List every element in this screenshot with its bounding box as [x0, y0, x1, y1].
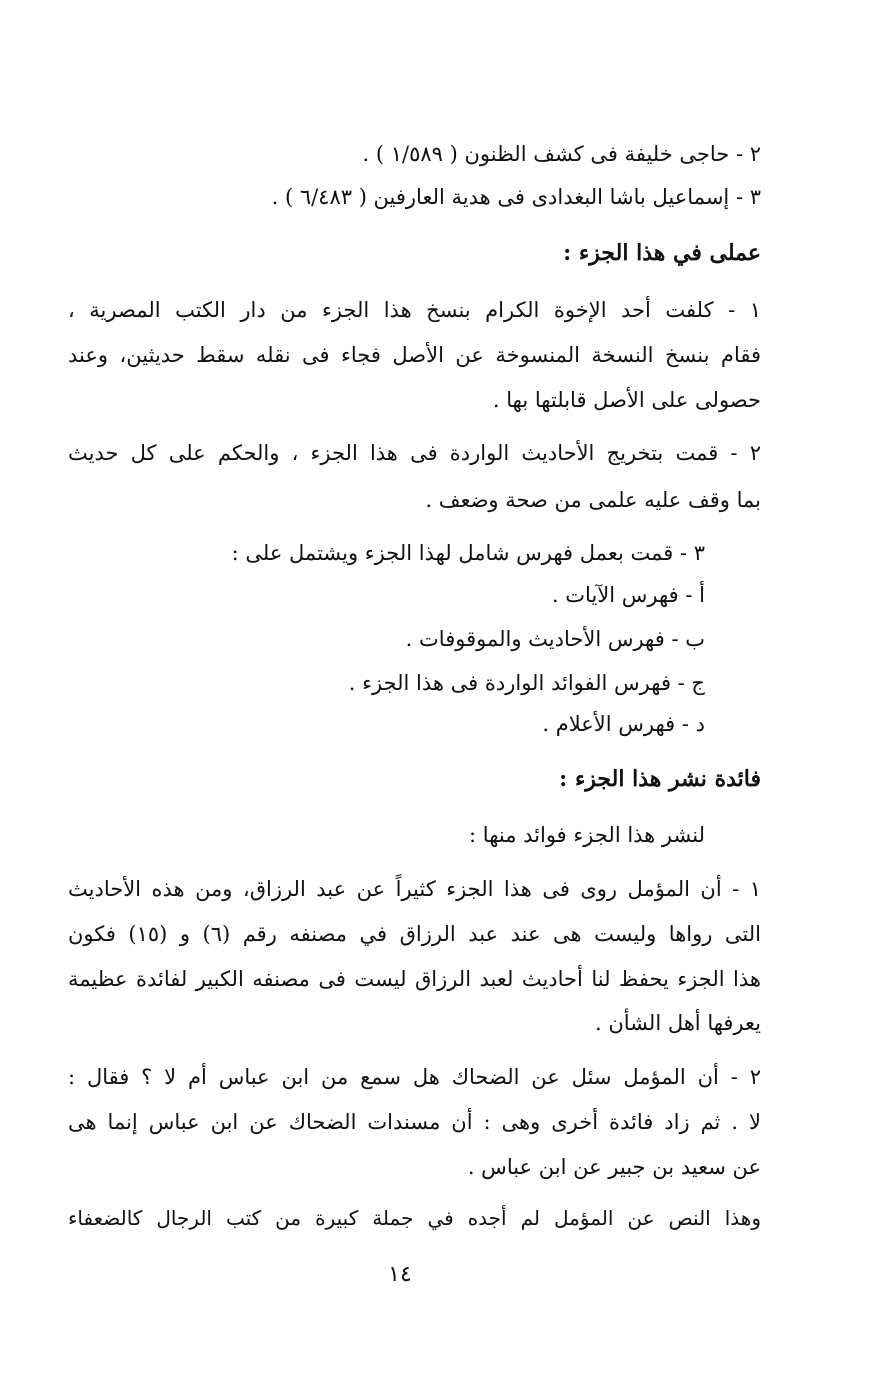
paragraph-line: ٣ - قمت بعمل فهرس شامل لهذا الجزء ويشتمل على :: [231, 541, 705, 565]
paragraph-line: التى رواها وليست هى عند عبد الرزاق في مصنفه رقم (٦) و (١٥) فكون: [68, 922, 761, 946]
paragraph-line: لا . ثم زاد فائدة أخرى وهى : أن مسندات الضحاك عن ابن عباس إنما هى: [68, 1110, 761, 1134]
reference-line: ٣ - إسماعيل باشا البغدادى فى هدية العارفين ( ٦/٤٨٣ ) .: [271, 185, 761, 209]
paragraph-line: عن سعيد بن جبير عن ابن عباس .: [467, 1155, 761, 1179]
section-heading-work: عملى في هذا الجزء :: [563, 240, 761, 266]
paragraph-line: لنشر هذا الجزء فوائد منها :: [469, 823, 705, 847]
paragraph-line: وهذا النص عن المؤمل لم أجده في جملة كبيرة من كتب الرجال كالضعفاء: [68, 1206, 761, 1230]
paragraph-line: ٢ - أن المؤمل سئل عن الضحاك هل سمع من ابن عباس أم لا ؟ فقال :: [68, 1065, 761, 1089]
paragraph-line: ١ - أن المؤمل روى فى هذا الجزء كثيراً عن عبد الرزاق، ومن هذه الأحاديث: [68, 877, 761, 901]
paragraph-line: ٢ - قمت بتخريج الأحاديث الواردة فى هذا الجزء ، والحكم على كل حديث: [68, 441, 761, 465]
section-heading-benefit: فائدة نشر هذا الجزء :: [559, 766, 761, 792]
paragraph-line: ١ - كلفت أحد الإخوة الكرام بنسخ هذا الجزء من دار الكتب المصرية ،: [68, 298, 761, 322]
paragraph-line: يعرفها أهل الشأن .: [595, 1011, 761, 1035]
paragraph-line: بما وقف عليه علمى من صحة وضعف .: [425, 488, 761, 512]
reference-line: ٢ - حاجى خليفة فى كشف الظنون ( ١/٥٨٩ ) .: [362, 142, 761, 166]
index-list-item: أ - فهرس الآيات .: [551, 583, 705, 607]
paragraph-line: حصولى على الأصل قابلتها بها .: [492, 388, 761, 412]
index-list-item: ج - فهرس الفوائد الواردة فى هذا الجزء .: [348, 671, 705, 695]
index-list-item: د - فهرس الأعلام .: [542, 712, 705, 736]
page-number: ١٤: [388, 1262, 412, 1287]
paragraph-line: هذا الجزء يحفظ لنا أحاديث لعبد الرزاق ليست فى مصنفه الكبير لفائدة عظيمة: [68, 967, 761, 991]
paragraph-line: فقام بنسخ النسخة المنسوخة عن الأصل فجاء فى نقله سقط حديثين، وعند: [68, 343, 761, 367]
index-list-item: ب - فهرس الأحاديث والموقوفات .: [405, 627, 705, 651]
